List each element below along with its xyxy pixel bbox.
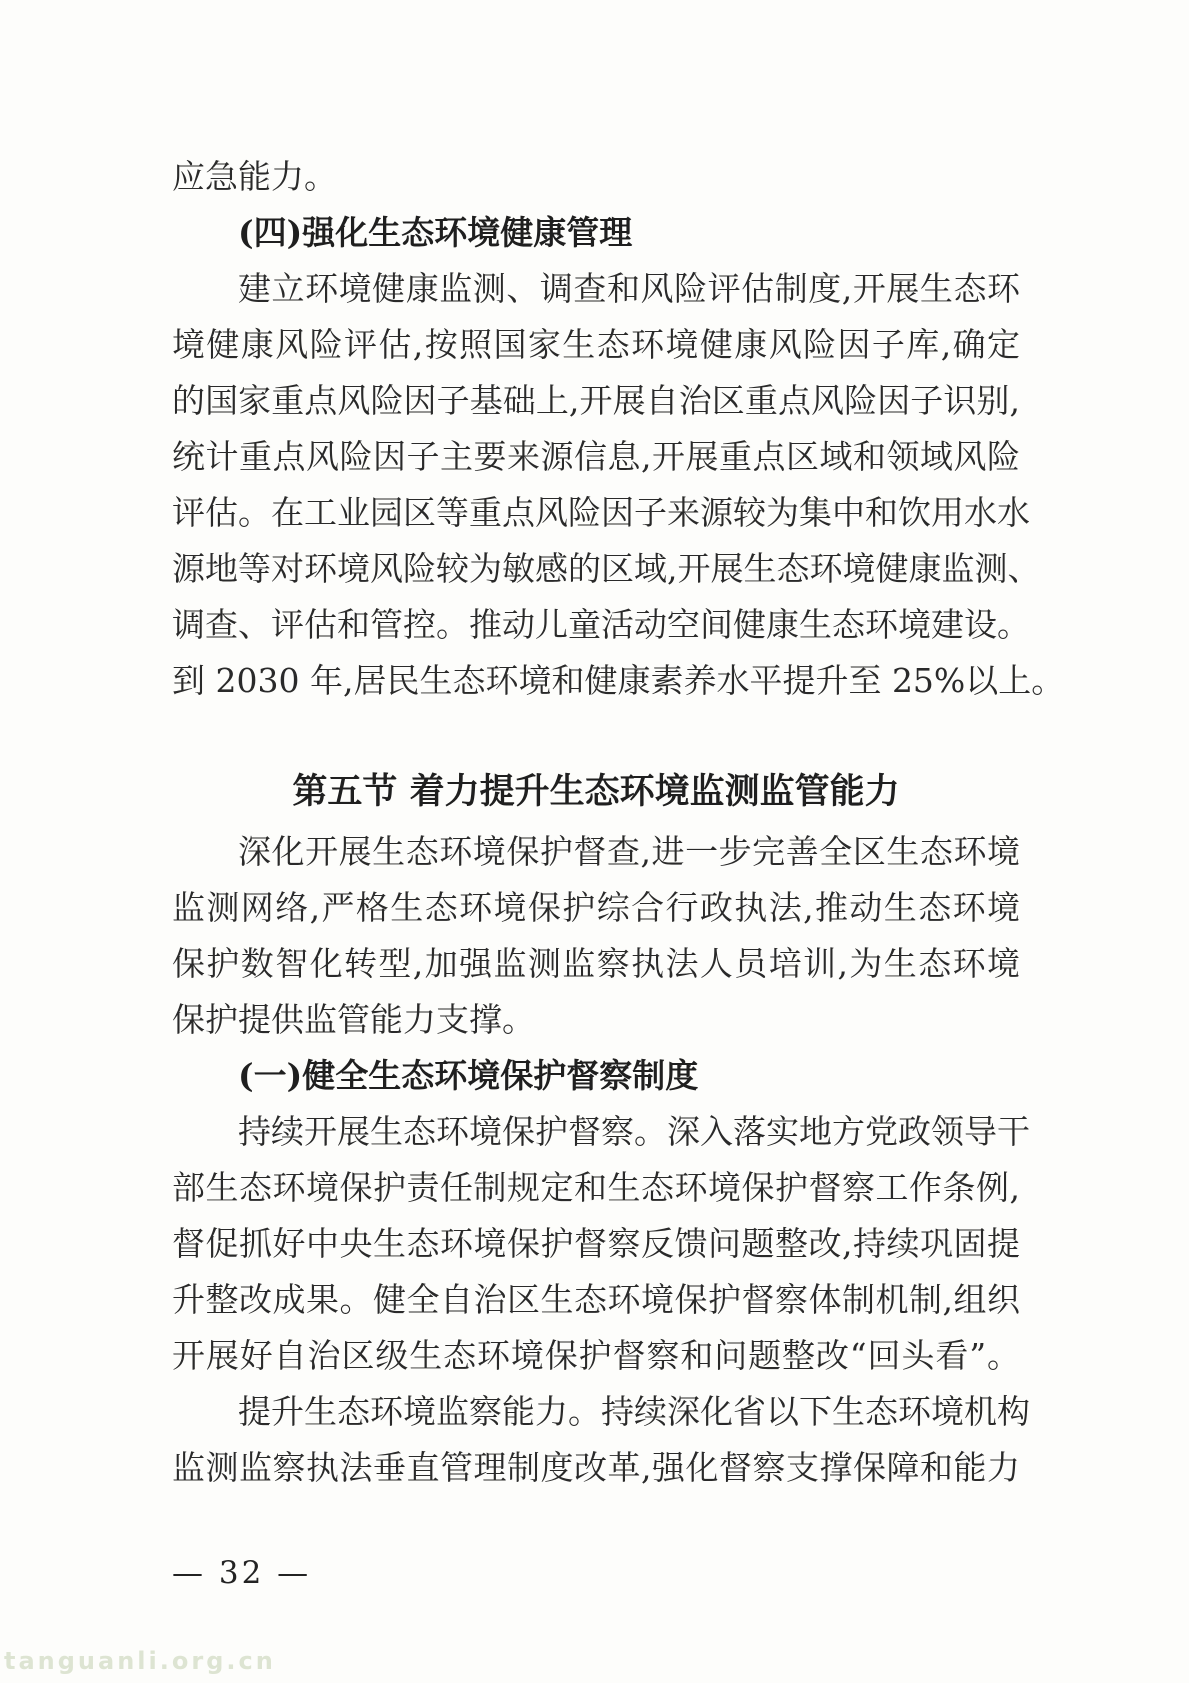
paragraph-line: 深化开展生态环境保护督查,进一步完善全区生态环境 [238, 832, 1020, 871]
paragraph-line: 调查、评估和管控。推动儿童活动空间健康生态环境建设。 [172, 605, 1030, 644]
paragraph-line: 升整改成果。健全自治区生态环境保护督察体制机制,组织 [172, 1280, 1020, 1319]
section5-title: 第五节 着力提升生态环境监测监管能力 [292, 771, 900, 812]
paragraph-line: 源地等对环境风险较为敏感的区域,开展生态环境健康监测、 [172, 549, 1041, 588]
paragraph-line: 部生态环境保护责任制规定和生态环境保护督察工作条例, [172, 1168, 1020, 1207]
paragraph-line: 监测监察执法垂直管理制度改革,强化督察支撑保障和能力 [172, 1448, 1020, 1487]
paragraph-tail-line: 应急能力。 [172, 157, 337, 196]
paragraph-line: 的国家重点风险因子基础上,开展自治区重点风险因子识别, [172, 381, 1020, 420]
section5-sub1-heading: (一)健全生态环境保护督察制度 [238, 1056, 699, 1095]
paragraph-line: 统计重点风险因子主要来源信息,开展重点区域和领域风险 [172, 437, 1020, 476]
paragraph-line: 提升生态环境监察能力。持续深化省以下生态环境机构 [238, 1392, 1030, 1431]
paragraph-line: 评估。在工业园区等重点风险因子来源较为集中和饮用水水 [172, 493, 1030, 532]
paragraph-line: 持续开展生态环境保护督察。深入落实地方党政领导干 [238, 1112, 1030, 1151]
paragraph-line: 建立环境健康监测、调查和风险评估制度,开展生态环 [238, 269, 1020, 308]
page-number: — 32 — [172, 1555, 312, 1591]
paragraph-line: 督促抓好中央生态环境保护督察反馈问题整改,持续巩固提 [172, 1224, 1020, 1263]
paragraph-line: 境健康风险评估,按照国家生态环境健康风险因子库,确定 [172, 325, 1020, 364]
paragraph-line: 到 2030 年,居民生态环境和健康素养水平提升至 25%以上。 [172, 661, 1065, 700]
watermark-text: tanguanli.org.cn [4, 1647, 276, 1675]
paragraph-tail-line: 保护提供监管能力支撑。 [172, 1000, 535, 1039]
text-column [172, 149, 1065, 1496]
paragraph-line: 监测网络,严格生态环境保护综合行政执法,推动生态环境 [172, 888, 1020, 927]
paragraph-line: 开展好自治区级生态环境保护督察和问题整改“回头看”。 [172, 1336, 1020, 1375]
paragraph-line: 保护数智化转型,加强监测监察执法人员培训,为生态环境 [172, 944, 1020, 983]
section4-heading: (四)强化生态环境健康管理 [238, 213, 633, 252]
